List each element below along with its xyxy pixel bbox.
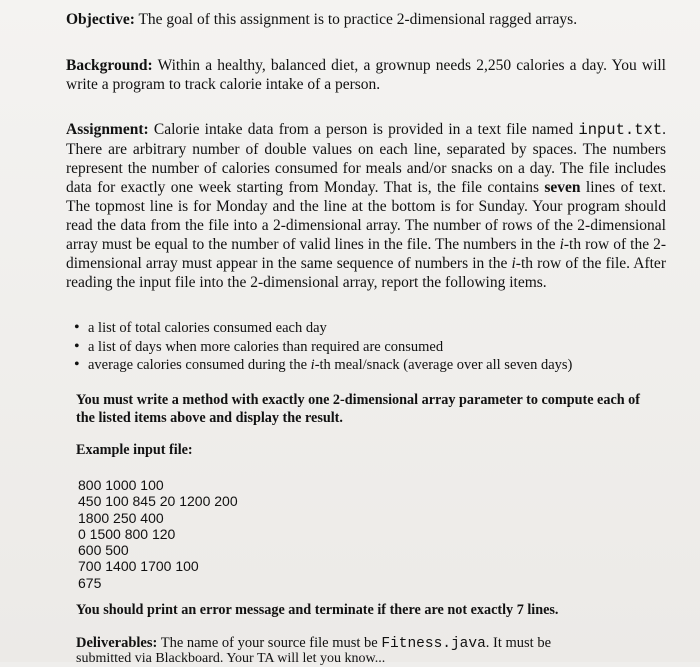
background-label: Background: [66,57,153,74]
example-line: 0 1500 800 120 [78,525,176,542]
example-line: 600 500 [78,542,129,559]
objective-label: Objective: [66,11,135,28]
assignment-text-3: lines of text. The topmost line is for Monday and the line at the bottom is for Sunday. Your program should read the data from the file into a 2-dimensional array. The number of rows of the 2-dimensional array must be equal to the number of valid lines in the file. The numbers in the [66,179,666,253]
example-line: 800 1000 100 [78,477,164,493]
example-line: 1800 250 400 [78,509,164,526]
assignment-text-5: -th row of the file. After reading the input file into the 2-dimensional array, report the following items. [66,255,666,291]
assignment-label: Assignment: [66,121,149,138]
assignment-text-4: -th row of the 2-dimensional array must appear in the same sequence of numbers in the [66,236,666,272]
example-input-label: Example input file: [76,442,193,458]
example-input-block [78,477,238,591]
list-item: • a list of total calories consumed each day [78,319,572,338]
deliverables-text-2: . It must be [485,635,552,651]
objective-text: The goal of this assignment is to practice 2-dimensional ragged arrays. [134,11,578,28]
list-item: • average calories consumed during the i-th meal/snack (average over all seven days) [78,356,572,375]
deliverables-label: Deliverables: [76,635,158,651]
error-note: You should print an error message and terminate if there are not exactly 7 lines. [76,602,559,618]
objective-paragraph [66,10,666,29]
cut-off-text: submitted via Blackboard. Your TA will let you know... [76,651,386,666]
i-variable: i [511,255,516,272]
source-filename: Fitness.java [381,636,486,652]
assignment-text-2: . There are arbitrary number of double values on each line, separated by spaces. The numbers represent the number of calories consumed for meals and/or snacks on a day. The file includes data for exactly one week starting from Monday. That is, the file contains [66,121,666,196]
i-variable: i [559,236,564,253]
example-line: 450 100 845 20 1200 200 [78,493,238,510]
deliverables-text-1: The name of your source file must be [157,635,382,651]
input-filename: input.txt [578,121,663,139]
background-paragraph [66,56,666,94]
report-items-list [78,319,572,375]
background-text: Within a healthy, balanced diet, a grownup needs 2,250 calories a day. You will write a program to track calorie intake of a person. [66,57,666,93]
example-line: 675 [78,574,102,591]
example-line: 700 1400 1700 100 [78,558,199,575]
method-requirement-note: You must write a method with exactly one 2-dimensional array parameter to compute each of the listed items above and display the result. [76,392,640,426]
seven-emphasis: seven [544,179,581,196]
list-item: • a list of days when more calories than required are consumed [78,338,572,357]
assignment-text-1: Calorie intake data from a person is provided in a text file named [148,121,579,138]
assignment-paragraph [66,120,666,292]
